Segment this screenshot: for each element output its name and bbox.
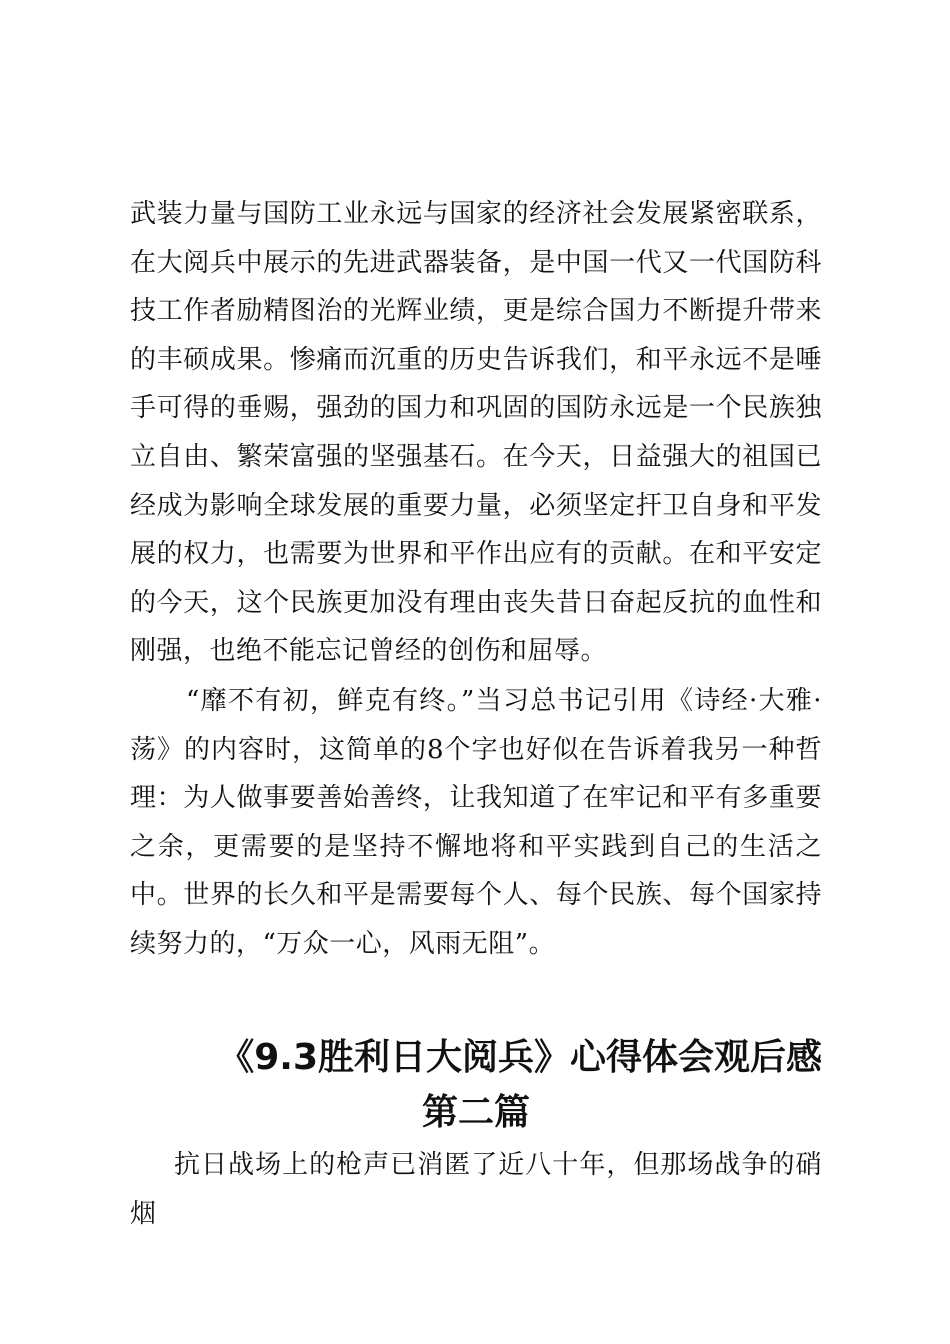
body-paragraph-1: 武装力量与国防工业永远与国家的经济社会发展紧密联系，在大阅兵中展示的先进武器装备，是中国一代又一代国防科技工作者励精图治的光辉业绩，更是综合国力不断提升带来的丰硕成果。惨痛而沉重的历史告诉我们，和平永远不是唾手可得的垂赐，强劲的国力和巩固的国防永远是一个民族独立自由、繁荣富强的坚强基石。在今天，日益强大的祖国已经成为影响全球发展的重要力量，必须坚定扞卫自身和平发展的权力，也需要为世界和平作出应有的贡献。在和平安定的今天，这个民族更加没有理由丧失昔日奋起反抗的血性和刚强，也绝不能忘记曾经的创伤和屈辱。 [130, 199, 822, 667]
section-2-first-line: 抗日战场上的枪声已消匿了近八十年，但那场战争的硝烟 [130, 1150, 822, 1229]
section-heading [130, 1030, 822, 1140]
body-paragraph-2: “靡不有初，鲜克有终。”当习总书记引用《诗经·大雅·荡》的内容时，这简单的8个字也好似在告诉着我另一种哲理：为人做事要善始善终，让我知道了在牢记和平有多重要之余，更需要的是坚持不懈地将和平实践到自己的生活之中。世界的长久和平是需要每个人、每个民族、每个国家持续努力的，“万众一心，风雨无阻”。 [130, 686, 822, 959]
section-heading-subtitle: 第二篇 [421, 1092, 530, 1133]
section-heading-title: 《9.3胜利日大阅兵》心得体会观后感 [218, 1037, 822, 1078]
